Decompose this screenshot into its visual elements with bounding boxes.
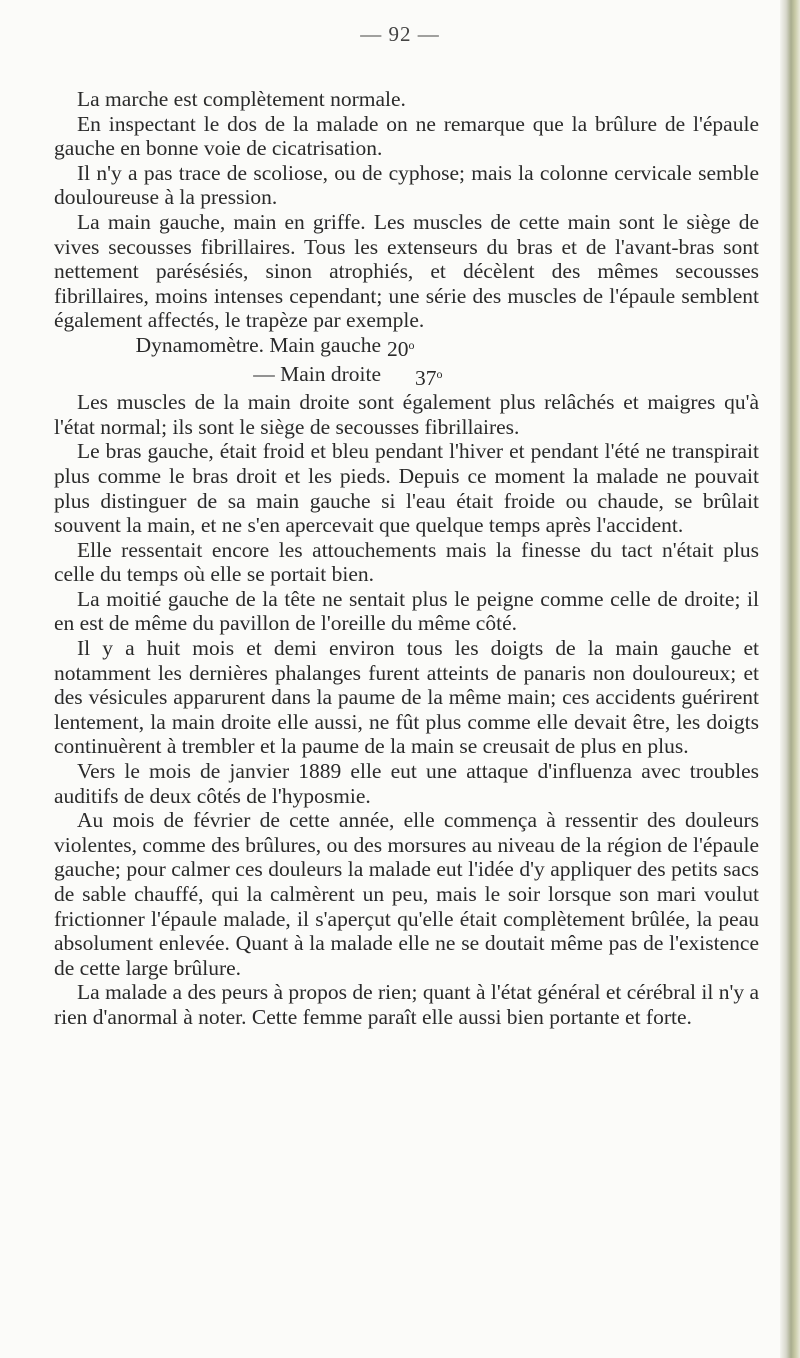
page-number: — 92 — [360,22,440,46]
paragraph: La malade a des peurs à propos de rien; quant à l'état général et cérébral il n'y a rien d'anormal à noter. Cette femme paraît elle aussi bien portante et forte. [54,980,759,1029]
paragraph: Le bras gauche, était froid et bleu pendant l'hiver et pendant l'été ne transpirait plus comme le bras droit et les pieds. Depuis ce moment la malade ne pouvait plus distinguer de sa main gauche si l'eau était froide ou chaude, se brûlait souvent la main, et ne s'en apercevait que quelque temps après l'accident. [54,439,759,538]
dynamometer-left [54,333,759,362]
degree-sign: o [436,366,443,381]
paragraph: Vers le mois de janvier 1889 elle eut une attaque d'influenza avec troubles auditifs de deux côtés de l'hyposmie. [54,759,759,808]
paragraph: La moitié gauche de la tête ne sentait plus le peigne comme celle de droite; il en est de même du pavillon de l'oreille du même côté. [54,586,759,636]
paragraph: Il n'y a pas trace de scoliose, ou de cyphose; mais la colonne cervicale semble douloureuse à la pression. [54,160,759,210]
page-edge [780,0,800,1358]
body-text [54,87,759,1030]
dynamometer-right [54,362,759,391]
paragraph: Au mois de février de cette année, elle commença à ressentir des douleurs violentes, comme des brûlures, ou des morsures au niveau de la région de l'épaule gauche; pour calmer ces douleurs la malade eut l'idée d'y appliquer des petits sacs de sable chauffé, qui la calmèrent un peu, mais le soir lorsque son mari voulut frictionner l'épaule malade, il s'aperçut qu'elle était complètement brûlée, la peau absolument enlevée. Quant à la malade elle ne se doutait même pas de l'existence de cette large brûlure. [54,808,759,980]
paragraph: La marche est complètement normale. [77,87,406,111]
paragraph: Les muscles de la main droite sont également plus relâchés et maigres qu'à l'état normal; ils sont le siège de secousses fibrillaires. [54,390,759,439]
paragraph: Il y a huit mois et demi environ tous les doigts de la main gauche et notamment les dernières phalanges furent atteints de panaris non douloureux; et des vésicules apparurent dans la paume de la même main; ces accidents guérirent lentement, la main droite elle aussi, ne fût plus comme elle devait être, les doigts continuèrent à trembler et la paume de la main se creusait de plus en plus. [54,636,759,759]
dynamometer-label: — Main droite [253,361,381,386]
paragraph: En inspectant le dos de la malade on ne remarque que la brûlure de l'épaule gauche en bonne voie de cicatrisation. [54,111,759,161]
paragraph: La main gauche, main en griffe. Les muscles de cette main sont le siège de vives secousses fibrillaires. Tous les extenseurs du bras et de l'avant-bras sont nettement parésésiés, sinon atrophiés, et décèlent des mêmes secousses fibrillaires, moins intenses cependant; une série des muscles de l'épaule semblent également affectés, le trapèze par exemple. [54,209,759,333]
dynamometer-label: Dynamomètre. Main gauche [135,332,381,357]
degree-sign: o [408,337,415,352]
dynamometer-readings [54,333,759,390]
paragraph: Elle ressentait encore les attouchements mais la finesse du tact n'était plus celle du temps où elle se portait bien. [54,537,759,587]
dynamometer-value: 20 [387,336,409,361]
dynamometer-value: 37 [415,365,437,390]
